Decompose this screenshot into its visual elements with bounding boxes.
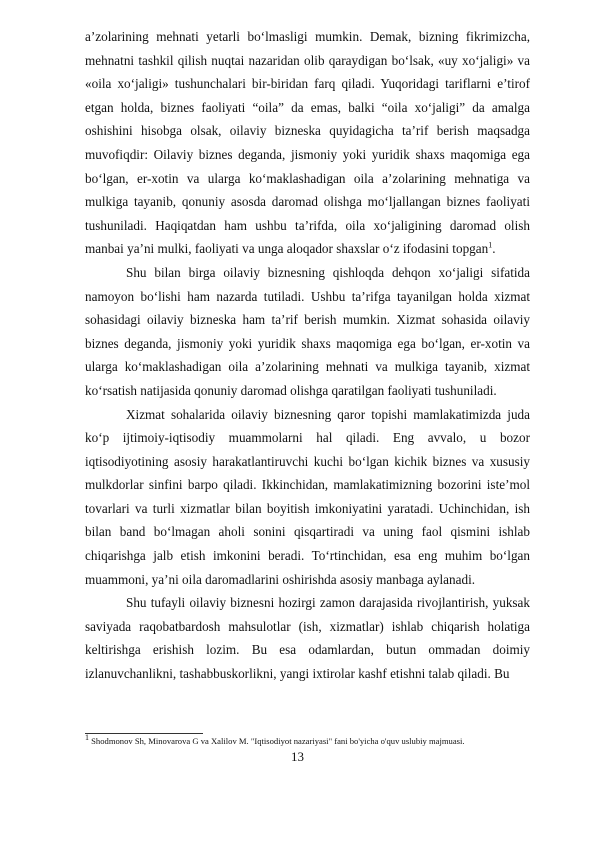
footnote (85, 733, 545, 747)
paragraph-2: Shu bilan birga oilaviy biznesning qishloqda dehqon xo‘jaligi sifatida namoyon bo‘lishi ham nazarda tutiladi. Ushbu ta’rifga tayanilgan holda xizmat sohasidagi oilaviy bizneska ham ta’rif berish mumkin. Xizmat sohasida oilaviy biznes deganda, jismoniy yoki yuridik shaxs maqomiga ega bo‘lgan, er-xotin va ularga ko‘maklashadigan oila a’zolarining mehnati va mulkiga tayanib, xizmat ko‘rsatish natijasida qonuniy daromad olishga qaratilgan faoliyati tushuniladi. (85, 264, 530, 398)
paragraph-1: a’zolarining mehnati yetarli bo‘lmasligi mumkin. Demak, bizning fikrimizcha, mehnatni tashkil qilish nuqtai nazaridan olib qaraydigan bo‘lsak, «uy xo‘jaligi» va «oila xo‘jaligi» tushunchalari bir-biridan farq qiladi. Yuqoridagi tariflarni e’tirof etgan holda, biznes faoliyati “oila” da emas, balki “oila xo‘jaligi” da amalga oshishini hisobga olsak, oilaviy bizneska quyidagicha ta’rif berish maqsadga muvofiqdir: Oilaviy biznes deganda, jismoniy yoki yuridik shaxs maqomiga ega bo‘lgan, er-xotin va ularga ko‘maklashadigan oila a’zolarining mehnatiga va mulkiga tayanib, qonuniy asosda daromad olishga mo‘ljallangan biznes faoliyati tushuniladi. Haqiqatdan ham ushbu ta’rifda, oila xo‘jaligining daromad olish manbai ya’ni mulki, faoliyati va unga aloqador shaxslar o‘z ifodasini topgan$^1$. (85, 29, 530, 257)
document-body (85, 25, 530, 686)
footnote-mark: 1 (85, 733, 89, 743)
footnote-reference: 1 (488, 240, 493, 250)
paragraph-1-text: a’zolarining mehnati yetarli bo‘lmasligi mumkin. Demak, bizning fikrimizcha, mehnatni tashkil qilish nuqtai nazaridan olib qaraydigan bo‘lsak, «uy xo‘jaligi» va «oila xo‘jaligi» tushunchalari bir-biridan farq qiladi. Yuqoridagi tariflarni e’tirof etgan holda, biznes faoliyati “oila” da emas, balki “oila xo‘jaligi” da amalga oshishini hisobga olsak, oilaviy bizneska quyidagicha ta’rif berish maqsadga muvofiqdir: Oilaviy biznes deganda, jismoniy yoki yuridik shaxs maqomiga ega bo‘lgan, er-xotin va ularga ko‘maklashadigan oila a’zolarining mehnatiga va mulkiga tayanib, qonuniy asosda daromad olishga mo‘ljallangan biznes faoliyati tushuniladi. Haqiqatdan ham ushbu ta’rifda, oila xo‘jaligining daromad olish manbai ya’ni mulki, faoliyati va unga aloqador shaxslar o‘z ifodasini topgan (85, 29, 530, 257)
footnote-text: Shodmonov Sh, Minovarova G va Xalilov M. "Iqtisodiyot nazariyasi" fani bo'yicha o'quv uslubiy majmuasi. (89, 736, 465, 746)
page-number: 13 (291, 749, 304, 764)
paragraph-4: Shu tufayli oilaviy biznesni hozirgi zamon darajasida rivojlantirish, yuksak saviyada raqobatbardosh mahsulotlar (ish, xizmatlar) ishlab chiqarish holatiga keltirishga erishish lozim. Bu esa odamlardan, butun ommadan doimiy izlanuvchanlikni, tashabbuskorlikni, yangi ixtirolar kashf etishni talab qiladi. Bu (85, 595, 530, 682)
footnote-divider (85, 733, 203, 734)
paragraph-3: Xizmat sohalarida oilaviy biznesning qaror topishi mamlakatimizda juda ko‘p ijtimoiy-iqtisodiy muammolarni hal qiladi. Eng avvalo, u bozor iqtisodiyotining asosiy harakatlantiruvchi kuchi bo‘lgan kichik biznes va xususiy mulkdorlar sinfini barpo qiladi. Ikkinchidan, mamlakatimizning bozorini iste’mol tovarlari va turli xizmatlar bilan boyitish imkoniyatini yaratadi. Uchinchidan, ish bilan band bo‘lmagan aholi sonini qisqartiradi va uning faol qismini ishlab chiqarishga jalb etish imkonini beradi. To‘rtinchidan, esa eng muhim bo‘lgan muammoni, ya’ni oila daromadlarini oshirishda asosiy manbaga aylanadi. (85, 406, 530, 587)
